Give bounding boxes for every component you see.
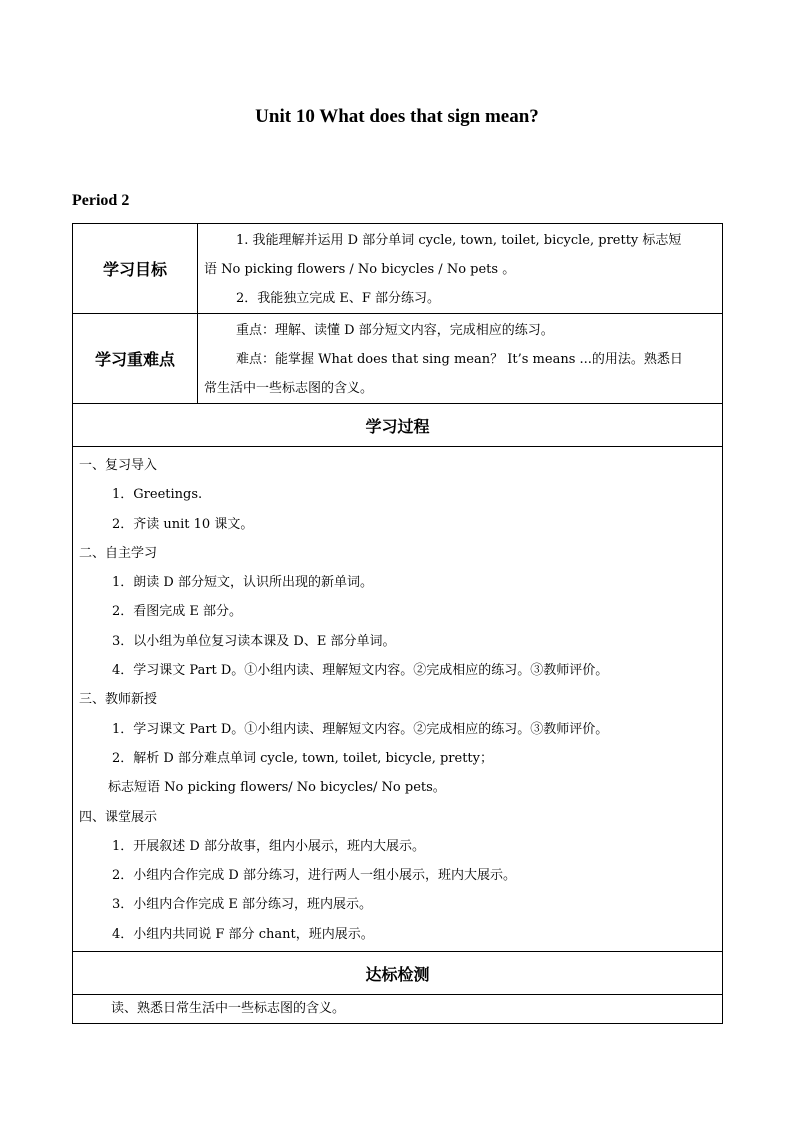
list-item: 1．朗读 D 部分短文，认识所出现的新单词。: [112, 575, 373, 591]
goals-label: 学习目标: [73, 224, 198, 314]
check-heading: 达标检测: [73, 952, 723, 995]
process-body-row: [73, 447, 723, 952]
key-points-line-3: 常生活中一些标志图的含义。: [204, 381, 374, 396]
list-item: 1．开展叙述 D 部分故事，组内小展示，班内大展示。: [112, 838, 425, 854]
key-points-row: [73, 314, 723, 404]
key-points-label: 学习重难点: [73, 314, 198, 404]
goals-line-1: 1. 我能理解并运用 D 部分单词 cycle, town, toilet, bicycle, pretty 标志短: [236, 233, 682, 248]
key-points-line-1: 重点：理解、读懂 D 部分短文内容，完成相应的练习。: [236, 323, 554, 338]
goals-row: [73, 224, 723, 314]
check-heading-row: [73, 952, 723, 995]
list-item: 3．以小组为单位复习读本课及 D、E 部分单词。: [112, 633, 396, 649]
section-title: 三、教师新授: [79, 692, 158, 708]
list-item: 2．小组内合作完成 D 部分练习，进行两人一组小展示，班内大展示。: [112, 868, 516, 884]
list-item: 2．解析 D 部分难点单词 cycle, town, toilet, bicycle, pretty；: [112, 750, 493, 766]
check-body-row: [73, 995, 723, 1024]
list-item: 1．Greetings.: [112, 487, 203, 503]
section-title: 二、自主学习: [79, 545, 158, 561]
list-item: 2．看图完成 E 部分。: [112, 604, 243, 620]
document-title: Unit 10 What does that sign mean?: [255, 106, 539, 127]
period-label: Period 2: [72, 192, 130, 209]
key-points-content: [198, 314, 723, 404]
lesson-plan-table: [72, 223, 723, 1024]
list-item-extra: 标志短语 No picking flowers/ No bicycles/ No pets。: [108, 780, 446, 796]
list-item: 2．齐读 unit 10 课文。: [112, 516, 254, 532]
list-item: 1．学习课文 Part D。①小组内读、理解短文内容。②完成相应的练习。③教师评价。: [112, 721, 609, 737]
list-item: 4．小组内共同说 F 部分 chant，班内展示。: [112, 926, 374, 942]
section-title: 四、课堂展示: [79, 809, 158, 825]
process-heading-row: [73, 404, 723, 447]
process-body: [73, 447, 723, 952]
process-heading: 学习过程: [73, 404, 723, 447]
section-title: 一、复习导入: [79, 458, 158, 473]
goals-line-3: 2．我能独立完成 E、F 部分练习。: [236, 291, 441, 306]
check-text: 读、熟悉日常生活中一些标志图的含义。: [73, 995, 723, 1024]
goals-content: [198, 224, 723, 314]
list-item: 3．小组内合作完成 E 部分练习，班内展示。: [112, 897, 373, 913]
list-item: 4．学习课文 Part D。①小组内读、理解短文内容。②完成相应的练习。③教师评价。: [112, 663, 609, 679]
key-points-line-2: 难点：能掌握 What does that sing mean？ It’s means ...的用法。熟悉日: [236, 352, 683, 367]
goals-line-2: 语 No picking flowers / No bicycles / No pets 。: [204, 262, 516, 277]
